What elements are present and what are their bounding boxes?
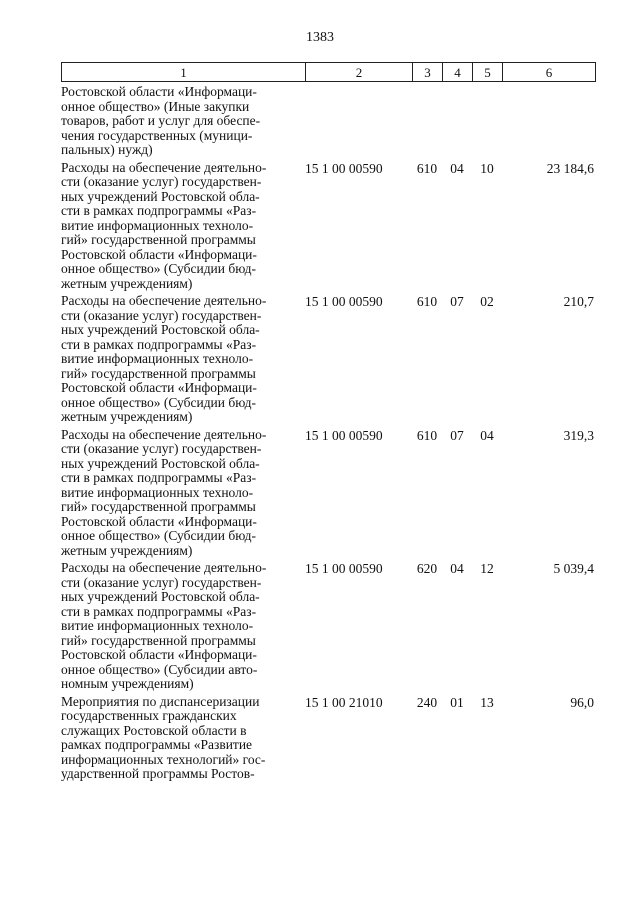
description-line: сти (оказание услуг) государствен- [61, 574, 262, 590]
description-line: Ростовской области «Информаци- [61, 647, 257, 662]
description-line: ударственной программы Ростов- [61, 766, 255, 781]
description-line: ных учреждений Ростовской обла- [61, 188, 260, 204]
description-line: витие информационных техноло- [61, 217, 254, 233]
header-col-6: 6 [502, 63, 596, 81]
description-line: Расходы на обеспечение деятельно- [61, 293, 267, 308]
description-line: номным учреждениям) [61, 676, 194, 691]
description-line: гий» государственной программы [61, 365, 256, 381]
amount-value: 5 039,4 [553, 561, 594, 576]
description-line: Мероприятия по диспансеризации [61, 693, 260, 709]
description-line: Ростовской области «Информаци- [61, 513, 257, 529]
description-line: сти (оказание услуг) государствен- [61, 441, 262, 456]
description-line: гий» государственной программы [61, 499, 256, 514]
description-line: жетным учреждениям) [61, 542, 193, 558]
table-row [61, 85, 596, 158]
row-description [61, 85, 301, 158]
description-line: сти в рамках подпрограммы «Раз- [61, 336, 257, 352]
subsection-code: 04 [480, 427, 494, 443]
amount-value: 96,0 [570, 694, 594, 710]
amount-value: 23 184,6 [546, 160, 594, 176]
description-line: товаров, работ и услуг для обеспе- [61, 113, 261, 128]
table-row [61, 428, 596, 559]
expense-type-code: 610 [416, 294, 438, 309]
section-code: 04 [450, 160, 464, 176]
target-article-code: 15 1 00 00590 [305, 427, 383, 443]
row-description [61, 561, 301, 692]
description-line: ных учреждений Ростовской обла- [61, 589, 260, 604]
expense-type-code: 620 [416, 561, 438, 576]
table-row [61, 695, 596, 782]
description-line: рамках подпрограммы «Развитие [61, 737, 253, 752]
description-line: Расходы на обеспечение деятельно- [61, 560, 267, 575]
table-header [61, 62, 596, 82]
subsection-code: 02 [480, 294, 494, 309]
description-line: онное общество» (Иные закупки [61, 98, 250, 114]
expense-type-code: 610 [416, 160, 438, 176]
description-line: гий» государственной программы [61, 632, 256, 648]
description-line: сти в рамках подпрограммы «Раз- [61, 470, 257, 485]
header-col-3: 3 [412, 63, 442, 81]
header-col-1: 1 [61, 63, 305, 81]
description-line: информационных технологий» гос- [61, 751, 266, 767]
description-line: Ростовской области «Информаци- [61, 380, 257, 395]
description-line: чения государственных (муници- [61, 127, 253, 143]
subsection-code: 10 [480, 160, 494, 176]
target-article-code: 15 1 00 00590 [305, 561, 383, 576]
expense-type-code [412, 85, 442, 158]
description-line: Ростовской области «Информаци- [61, 246, 257, 262]
description-line: ных учреждений Ростовской обла- [61, 455, 260, 471]
description-line: витие информационных техноло- [61, 351, 254, 366]
amount-value [502, 85, 596, 158]
description-line: сти (оказание услуг) государствен- [61, 307, 262, 323]
target-article-code: 15 1 00 21010 [305, 694, 383, 710]
description-line: онное общество» (Субсидии бюд- [61, 261, 257, 276]
subsection-code: 13 [480, 694, 494, 710]
target-article-code: 15 1 00 00590 [305, 160, 383, 176]
table-row [61, 294, 596, 425]
description-line: Расходы на обеспечение деятельно- [61, 426, 267, 442]
subsection-code [472, 85, 502, 158]
description-line: Расходы на обеспечение деятельно- [61, 159, 267, 175]
expense-type-code: 240 [416, 694, 438, 710]
amount-value: 210,7 [563, 294, 594, 309]
description-line: сти в рамках подпрограммы «Раз- [61, 203, 257, 218]
table-row [61, 161, 596, 292]
description-line: гий» государственной программы [61, 232, 256, 247]
description-line: сти (оказание услуг) государствен- [61, 174, 262, 189]
amount-value: 319,3 [563, 427, 594, 443]
description-line: жетным учреждениям) [61, 409, 193, 424]
expense-type-code: 610 [416, 427, 438, 443]
header-col-2: 2 [305, 63, 412, 81]
description-line: витие информационных техноло- [61, 618, 254, 633]
table-body [61, 85, 596, 785]
section-code: 07 [450, 294, 464, 309]
description-line: служащих Ростовской области в [61, 722, 247, 738]
description-line: сти в рамках подпрограммы «Раз- [61, 603, 257, 619]
description-line: онное общество» (Субсидии бюд- [61, 394, 257, 410]
section-code: 07 [450, 427, 464, 443]
target-article-code: 15 1 00 00590 [305, 294, 383, 309]
subsection-code: 12 [480, 561, 494, 576]
description-line: витие информационных техноло- [61, 484, 254, 500]
row-description [61, 695, 301, 782]
description-line: Ростовской области «Информаци- [61, 84, 257, 99]
description-line: онное общество» (Субсидии авто- [61, 661, 258, 677]
table-row [61, 561, 596, 692]
row-description [61, 294, 301, 425]
target-article-code [301, 85, 412, 158]
section-code: 04 [450, 561, 464, 576]
page-number: 1383 [306, 30, 334, 45]
row-description [61, 161, 301, 292]
section-code: 01 [450, 694, 464, 710]
description-line: пальных) нужд) [61, 142, 153, 157]
description-line: государственных гражданских [61, 708, 237, 723]
description-line: жетным учреждениям) [61, 275, 193, 291]
row-description [61, 428, 301, 559]
description-line: онное общество» (Субсидии бюд- [61, 528, 257, 543]
section-code [442, 85, 472, 158]
header-col-4: 4 [442, 63, 472, 81]
header-col-5: 5 [472, 63, 502, 81]
description-line: ных учреждений Ростовской обла- [61, 322, 260, 337]
